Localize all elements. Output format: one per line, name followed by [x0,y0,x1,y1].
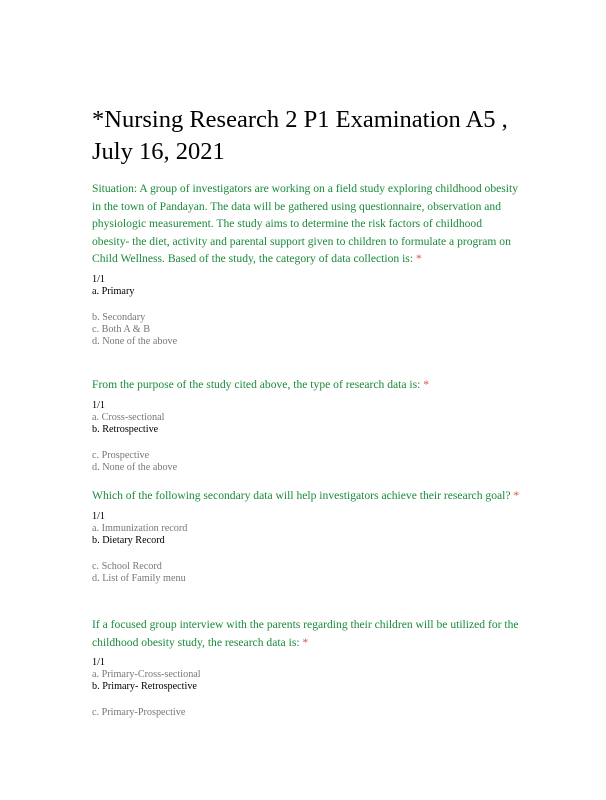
question-1-score: 1/1 [92,273,106,285]
question-2-score: 1/1 [92,399,106,411]
question-4-score: 1/1 [92,657,106,668]
question-3 [92,487,522,585]
question-1-option-d[interactable]: d. None of the above [92,335,178,347]
question-1-text: Situation: A group of investigators are working on a field study exploring childhood obesity in the town of Pandayan. The data will be gathered using questionnaire, observation and physiologic measurement. The study aims to determine the risk factors of childhood obesity- the diet, activity and parental support given to children to formulate a program on Child Wellness. Based of the study, the category of data collection is: [92,182,519,265]
page-title: *Nursing Research 2 P1 Examination A5 , July 16, 2021 [92,106,508,165]
question-2-text: From the purpose of the study cited above, the type of research data is: [92,378,421,391]
question-1-option-b[interactable]: b. Secondary [92,311,146,323]
question-2-option-d[interactable]: d. None of the above [92,461,178,473]
required-marker: * [513,489,520,502]
required-marker: * [423,378,430,391]
question-3-score: 1/1 [92,510,106,522]
question-3-option-d[interactable]: d. List of Family menu [92,572,186,584]
required-marker: * [415,252,422,265]
question-2-option-a[interactable]: a. Cross-sectional [92,411,165,423]
question-3-text: Which of the following secondary data will help investigators achieve their research goal? [92,489,511,502]
question-1-option-a[interactable]: a. Primary [92,285,135,297]
question-4-text: If a focused group interview with the parents regarding their children will be utilized for the childhood obesity study, the research data is: [92,618,519,649]
question-2-option-c[interactable]: c. Prospective [92,449,150,461]
question-3-option-c[interactable]: c. School Record [92,560,162,572]
question-4-option-b[interactable]: b. Primary- Retrospective [92,681,197,692]
question-3-option-a[interactable]: a. Immunization record [92,522,188,534]
question-1 [92,180,522,348]
question-3-option-b[interactable]: b. Dietary Record [92,534,165,546]
question-4-option-c[interactable]: c. Primary-Prospective [92,707,186,718]
required-marker: * [302,635,309,649]
question-1-option-c[interactable]: c. Both A & B [92,323,151,335]
question-4 [92,616,522,719]
question-2-option-b[interactable]: b. Retrospective [92,423,159,435]
question-2 [92,376,522,474]
question-4-option-a[interactable]: a. Primary-Cross-sectional [92,669,201,680]
